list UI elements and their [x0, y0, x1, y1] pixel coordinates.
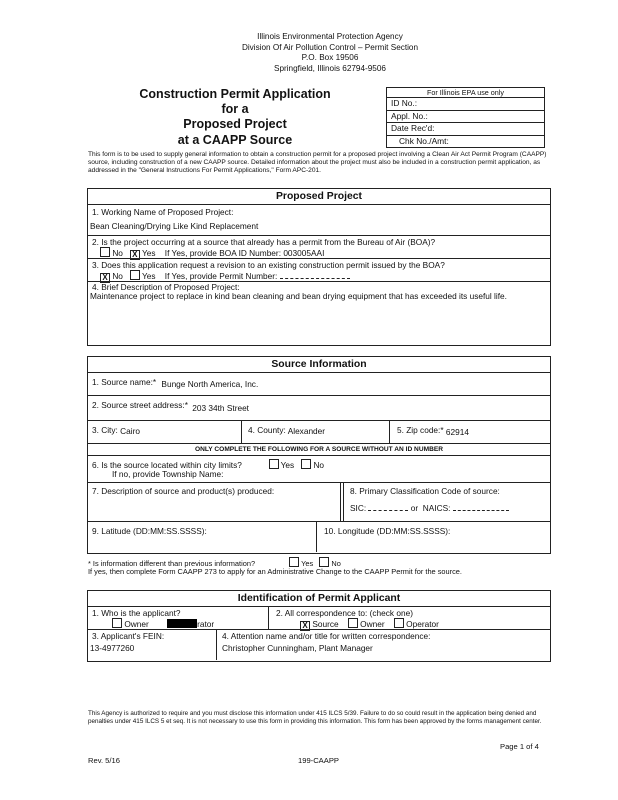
si-q6: [88, 455, 550, 482]
si-q8-or: or: [410, 503, 419, 513]
intro-text: This form is to be used to supply general information to obtain a construction permit for a proposed project involving a Clean Air Act Permit Program (CAAPP) source, including construction of a new CAAPP source. Detailed information about the project must also be included in a construction permit application, as addressed in the "General Instructions For Permit Applications," Form APC-201.: [88, 151, 547, 175]
agency-name: Illinois Environmental Protection Agency: [257, 32, 403, 41]
si-q3-label: 3. City:: [92, 425, 118, 435]
pp-q1-label: 1. Working Name of Proposed Project:: [92, 207, 234, 217]
si-q9-label: 9. Latitude (DD:MM:SS.SSSS):: [92, 526, 207, 536]
pp-q3-yes-checkbox[interactable]: [130, 270, 140, 280]
si-q1-value[interactable]: Bunge North America, Inc.: [161, 379, 259, 389]
proposed-project-section: [87, 188, 551, 346]
pp-q2-yes-checkbox[interactable]: X: [130, 250, 140, 260]
source-info-title: Source Information: [271, 359, 367, 370]
si-q6-followup: If no, provide Township Name:: [112, 469, 224, 479]
si-only-complete: ONLY COMPLETE THE FOLLOWING FOR A SOURCE WITHOUT AN ID NUMBER: [88, 443, 550, 455]
si-footnote-question: * Is information different than previous information?: [88, 559, 256, 568]
pp-q1-value[interactable]: Bean Cleaning/Drying Like Kind Replacement: [90, 221, 259, 231]
ap-q1-redaction: [167, 619, 197, 628]
pp-q2-no-checkbox[interactable]: [100, 247, 110, 257]
pp-q3-followup: If Yes, provide Permit Number:: [164, 271, 278, 281]
agency-po-box: P.O. Box 19506: [301, 53, 359, 62]
si-q5-value[interactable]: 62914: [445, 427, 469, 437]
pp-q2-no-label: No: [112, 248, 123, 258]
pp-q4-value[interactable]: Maintenance project to replace in kind bean cleaning and bean drying equipment that has exceeded its useful life.: [90, 291, 507, 301]
si-q1-label: 1. Source name:*: [92, 377, 157, 387]
si-row-desc: [88, 482, 550, 521]
si-q6-yes-checkbox[interactable]: [269, 459, 279, 469]
epa-use-heading: For Illinois EPA use only: [387, 87, 544, 97]
applicant-section: [87, 590, 551, 662]
pp-q1: [88, 204, 550, 235]
si-q8-naics-field[interactable]: [453, 510, 509, 511]
pp-q3: [88, 258, 550, 281]
epa-date-recd: Date Rec'd:: [387, 122, 544, 135]
pp-q4-label: 4. Brief Description of Proposed Project:: [92, 282, 240, 292]
footer-page: Page 1 of 4: [500, 742, 539, 751]
ap-q3-label: 3. Applicant's FEIN:: [92, 631, 165, 641]
ap-q3-value[interactable]: 13-4977260: [90, 643, 135, 653]
si-footnote-yes-label: Yes: [301, 559, 314, 568]
pp-q3-permit-field[interactable]: [280, 278, 350, 279]
si-q4-label: 4. County:: [248, 425, 286, 435]
ap-q1-owner-checkbox[interactable]: [112, 618, 122, 628]
form-title-line4: at a CAAPP Source: [177, 132, 293, 147]
epa-appl-no: Appl. No.:: [387, 110, 544, 123]
form-title-line1: Construction Permit Application: [139, 87, 331, 101]
si-q6-yes-label: Yes: [280, 460, 295, 470]
si-row-city: [88, 420, 550, 443]
ap-q2-operator-label: Operator: [406, 619, 439, 629]
si-q3-value[interactable]: Cairo: [120, 426, 140, 436]
si-q2-label: 2. Source street address:*: [92, 400, 188, 410]
pp-q2-followup: If Yes, provide BOA ID Number:: [164, 248, 281, 258]
si-q2-value[interactable]: 203 34th Street: [192, 403, 249, 413]
pp-q2: [88, 235, 550, 258]
ap-q1-operator-label: rator: [197, 619, 215, 629]
pp-q3-no-checkbox[interactable]: X: [100, 273, 110, 283]
si-q6-no-label: No: [313, 460, 325, 470]
footer-rev: Rev. 5/16: [88, 756, 120, 765]
footer-form-id: 199-CAAPP: [298, 756, 339, 765]
ap-q2-label: 2. All correspondence to: (check one): [276, 608, 413, 618]
pp-q2-id-value: 003005AAI: [283, 248, 325, 258]
si-footnote-line2: If yes, then complete Form CAAPP 273 to apply for an Administrative Change to the CAAPP Permit for the source.: [88, 567, 462, 576]
si-footnote-no-checkbox[interactable]: [319, 557, 329, 567]
pp-q2-yes-label: Yes: [142, 248, 156, 258]
si-q2: [88, 395, 550, 420]
si-q8-sic: SIC:: [350, 503, 367, 513]
si-row-latlong: [88, 521, 550, 552]
applicant-title: Identification of Permit Applicant: [237, 593, 401, 604]
epa-chk-no: Chk No./Amt:: [387, 135, 544, 148]
si-footnote-no-label: No: [331, 559, 341, 568]
si-q8-label: 8. Primary Classification Code of source:: [350, 486, 500, 496]
si-q7-label: 7. Description of source and product(s) produced:: [92, 486, 275, 496]
ap-q2-source-label: Source: [312, 619, 339, 629]
ap-q4-value[interactable]: Christopher Cunningham, Plant Manager: [222, 643, 373, 653]
pp-q2-label: 2. Is the project occurring at a source that already has a permit from the Bureau of Air (BOA)?: [92, 237, 436, 247]
ap-q1-label: 1. Who is the applicant?: [92, 608, 181, 618]
ap-q4-label: 4. Attention name and/or title for written correspondence:: [222, 631, 431, 641]
si-q6-no-checkbox[interactable]: [301, 459, 311, 469]
si-q1: [88, 372, 550, 393]
si-footnote-yes-checkbox[interactable]: [289, 557, 299, 567]
form-title-line3: Proposed Project: [183, 117, 287, 132]
ap-q2-operator-checkbox[interactable]: [394, 618, 404, 628]
ap-q2-owner-label: Owner: [360, 619, 385, 629]
agency-header: [200, 32, 460, 74]
agency-city: Springfield, Illinois 62794-9506: [274, 63, 386, 73]
si-q8-sic-field[interactable]: [368, 510, 408, 511]
si-q10-label: 10. Longitude (DD:MM:SS.SSSS):: [324, 526, 451, 536]
pp-q3-yes-label: Yes: [142, 271, 156, 281]
footer-disclosure: This Agency is authorized to require and you must disclose this information under 415 ILCS 5/39. Failure to do so could result in the application being denied and penalties under 415 ILCS 5 et seq. It is not necessary to use this form in providing this information. This form has been approved by the forms management center.: [88, 710, 542, 725]
si-q4-value[interactable]: Alexander: [287, 426, 326, 436]
pp-q4: [88, 281, 550, 344]
source-info-section: [87, 356, 551, 554]
ap-q1-owner-label: Owner: [124, 619, 149, 629]
si-q8-naics: NAICS:: [422, 503, 451, 513]
pp-q3-no-label: No: [112, 271, 123, 281]
ap-q2-source-checkbox[interactable]: X: [300, 621, 310, 631]
proposed-project-title: Proposed Project: [275, 191, 363, 202]
form-title-line2: for a: [221, 102, 249, 117]
form-title: [110, 87, 360, 148]
si-q5-label: 5. Zip code:*: [397, 425, 444, 435]
ap-q2-owner-checkbox[interactable]: [348, 618, 358, 628]
ap-row2: [88, 629, 550, 660]
ap-row1: [88, 606, 550, 629]
si-q6-label: 6. Is the source located within city limits?: [92, 460, 242, 470]
epa-use-box: [386, 87, 545, 148]
pp-q3-label: 3. Does this application request a revision to an existing construction permit issued by the BOA?: [92, 260, 445, 270]
epa-id-no: ID No.:: [387, 97, 544, 110]
agency-division: Division Of Air Pollution Control – Permit Section: [241, 42, 419, 52]
